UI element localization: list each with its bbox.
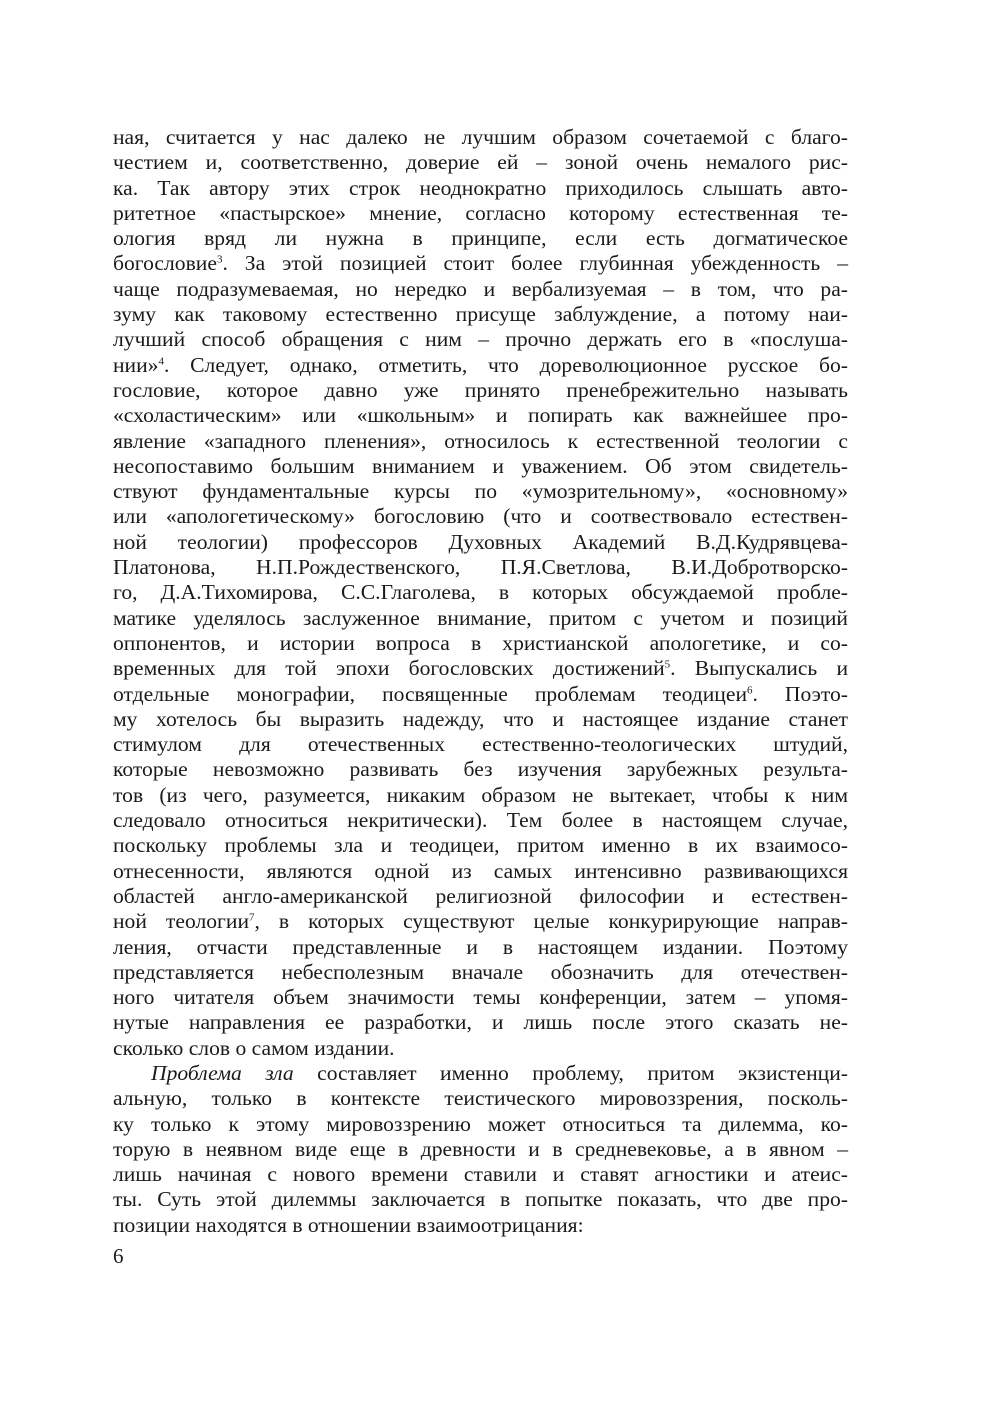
text-segment: следовало относиться некритически). Тем более в настоящем случае, xyxy=(113,808,848,833)
text-segment: чаще подразумеваемая, но нередко и вербализуемая – в том, что ра- xyxy=(113,276,848,301)
text-line xyxy=(113,783,848,808)
text-line xyxy=(113,302,848,327)
footnote-ref: 5 xyxy=(664,658,671,671)
text-line xyxy=(113,251,848,276)
text-line xyxy=(113,226,848,251)
text-line xyxy=(113,429,848,454)
text-line xyxy=(113,504,848,529)
text-segment: , в которых существуют целые конкурирующие направ- xyxy=(254,909,848,934)
text-segment: отнесенности, являются одной из самых интенсивно развивающихся xyxy=(113,858,848,883)
text-segment: Платонова, Н.П.Рождественского, П.Я.Светлова, В.И.Добротворско- xyxy=(113,555,848,580)
text-line xyxy=(113,201,848,226)
text-segment: представляется небесполезным вначале обозначить для отечествен- xyxy=(113,959,848,984)
text-segment: . За этой позицией стоит более глубинная убежденность – xyxy=(222,251,848,276)
text-segment: временных для той эпохи богословских достижений xyxy=(113,656,665,681)
text-segment: ритетное «пастырское» мнение, согласно которому естественная те- xyxy=(113,200,848,225)
text-segment: честием и, соответственно, доверие ей – зоной очень немалого рис- xyxy=(113,150,848,175)
text-line xyxy=(113,125,848,150)
text-line xyxy=(113,1036,848,1061)
text-segment: областей англо-американской религиозной философии и естествен- xyxy=(113,883,848,908)
footnote-ref: 6 xyxy=(747,683,753,696)
text-line xyxy=(113,580,848,605)
footnote-ref: 7 xyxy=(249,911,255,924)
text-segment: ка. Так автору этих строк неоднократно приходилось слышать авто- xyxy=(113,175,848,200)
text-line xyxy=(113,1187,848,1212)
text-line xyxy=(113,757,848,782)
paragraph xyxy=(113,1061,848,1238)
text-line xyxy=(113,327,848,352)
text-line xyxy=(113,1162,848,1187)
text-line xyxy=(113,833,848,858)
text-line xyxy=(113,1213,848,1238)
text-line xyxy=(113,403,848,428)
text-segment: ствуют фундаментальные курсы по «умозрительному», «основному» xyxy=(113,479,848,504)
text-line xyxy=(113,176,848,201)
text-line xyxy=(113,960,848,985)
text-segment: позиции находятся в отношении взаимоотрицания: xyxy=(113,1212,584,1237)
text-segment: оппонентов, и истории вопроса в христианской апологетике, и со- xyxy=(113,630,848,655)
text-segment: ления, отчасти представленные и в настоящем издании. Поэтому xyxy=(113,934,848,959)
text-line xyxy=(113,277,848,302)
text-segment: ты. Суть этой дилеммы заключается в попытке показать, что две про- xyxy=(113,1187,848,1212)
text-line xyxy=(113,707,848,732)
text-line xyxy=(113,530,848,555)
text-line xyxy=(113,1061,848,1086)
body-text xyxy=(113,125,848,1238)
text-line xyxy=(113,631,848,656)
text-line xyxy=(113,935,848,960)
text-segment: которые невозможно развивать без изучения зарубежных результа- xyxy=(113,757,848,782)
text-line xyxy=(113,859,848,884)
text-line xyxy=(113,353,848,378)
text-segment: составляет именно проблему, притом экзистенци- xyxy=(293,1060,848,1085)
text-segment: зуму как таковому естественно присуще заблуждение, а потому наи- xyxy=(113,302,848,327)
text-line xyxy=(113,985,848,1010)
text-segment: ология вряд ли нужна в принципе, если есть догматическое xyxy=(113,226,848,251)
text-line xyxy=(113,909,848,934)
text-segment: ной теологии) профессоров Духовных Академий В.Д.Кудрявцева- xyxy=(113,529,848,554)
text-line xyxy=(113,555,848,580)
text-segment: богословие xyxy=(113,251,217,276)
text-line xyxy=(113,1137,848,1162)
text-segment: го, Д.А.Тихомирова, С.С.Глаголева, в которых обсуждаемой пробле- xyxy=(113,580,848,605)
footnote-ref: 3 xyxy=(216,253,223,266)
text-segment: нутые направления ее разработки, и лишь после этого сказать не- xyxy=(113,1010,848,1035)
text-segment: «схоластическим» или «школьным» и попирать как важнейшее про- xyxy=(113,403,848,428)
text-line xyxy=(113,378,848,403)
text-line xyxy=(113,1112,848,1137)
text-line xyxy=(113,884,848,909)
page-number: 6 xyxy=(113,1244,124,1268)
footnote-ref: 4 xyxy=(158,354,164,367)
text-segment: ку только к этому мировоззрению может относиться та дилемма, ко- xyxy=(113,1111,848,1136)
text-segment: лучший способ обращения с ним – прочно держать его в «послуша- xyxy=(113,327,848,352)
text-segment: сколько слов о самом издании. xyxy=(113,1035,395,1060)
text-segment: . Следует, однако, отметить, что дореволюционное русское бо- xyxy=(163,352,848,377)
text-segment: несопоставимо большим вниманием и уважением. Об этом свидетель- xyxy=(113,453,848,478)
text-segment: . Выпускались и xyxy=(670,656,848,681)
text-line xyxy=(113,1010,848,1035)
text-segment: ного читателя объем значимости темы конференции, затем – упомя- xyxy=(113,985,848,1010)
text-segment: тов (из чего, разумеется, никаким образом не вытекает, чтобы к ним xyxy=(113,782,848,807)
text-line xyxy=(113,808,848,833)
text-segment: . Поэто- xyxy=(752,681,848,706)
text-segment: ной теологии xyxy=(113,909,249,934)
text-segment: отдельные монографии, посвященные проблемам теодицеи xyxy=(113,681,748,706)
text-segment: ная, считается у нас далеко не лучшим образом сочетаемой с благо- xyxy=(113,125,848,149)
text-line xyxy=(113,732,848,757)
paragraph xyxy=(113,125,848,1061)
text-segment: нии» xyxy=(113,352,159,377)
text-segment: торую в неявном виде еще в древности и в средневековье, а в явном – xyxy=(113,1136,848,1161)
text-line xyxy=(113,682,848,707)
text-line xyxy=(113,1086,848,1111)
text-line xyxy=(113,454,848,479)
emphasis-text: Проблема зла xyxy=(151,1060,294,1085)
text-line xyxy=(113,606,848,631)
text-segment: явление «западного пленения», относилось к естественной теологии с xyxy=(113,428,848,453)
text-line xyxy=(113,479,848,504)
text-segment: или «апологетическому» богословию (что и соотвествовало естествен- xyxy=(113,504,848,529)
text-segment: матике уделялось заслуженное внимание, притом с учетом и позиций xyxy=(113,605,848,630)
text-segment: лишь начиная с нового времени ставили и ставят агностики и атеис- xyxy=(113,1162,848,1187)
text-segment: стимулом для отечественных естественно-теологических штудий, xyxy=(113,732,848,757)
text-line xyxy=(113,656,848,681)
text-segment: гословие, которое давно уже принято пренебрежительно называть xyxy=(113,377,848,402)
text-line xyxy=(113,150,848,175)
text-segment: поскольку проблемы зла и теодицеи, притом именно в их взаимосо- xyxy=(113,833,848,858)
text-segment: му хотелось бы выразить надежду, что и настоящее издание станет xyxy=(113,706,848,731)
text-segment: альную, только в контексте теистического мировоззрения, посколь- xyxy=(113,1086,848,1111)
